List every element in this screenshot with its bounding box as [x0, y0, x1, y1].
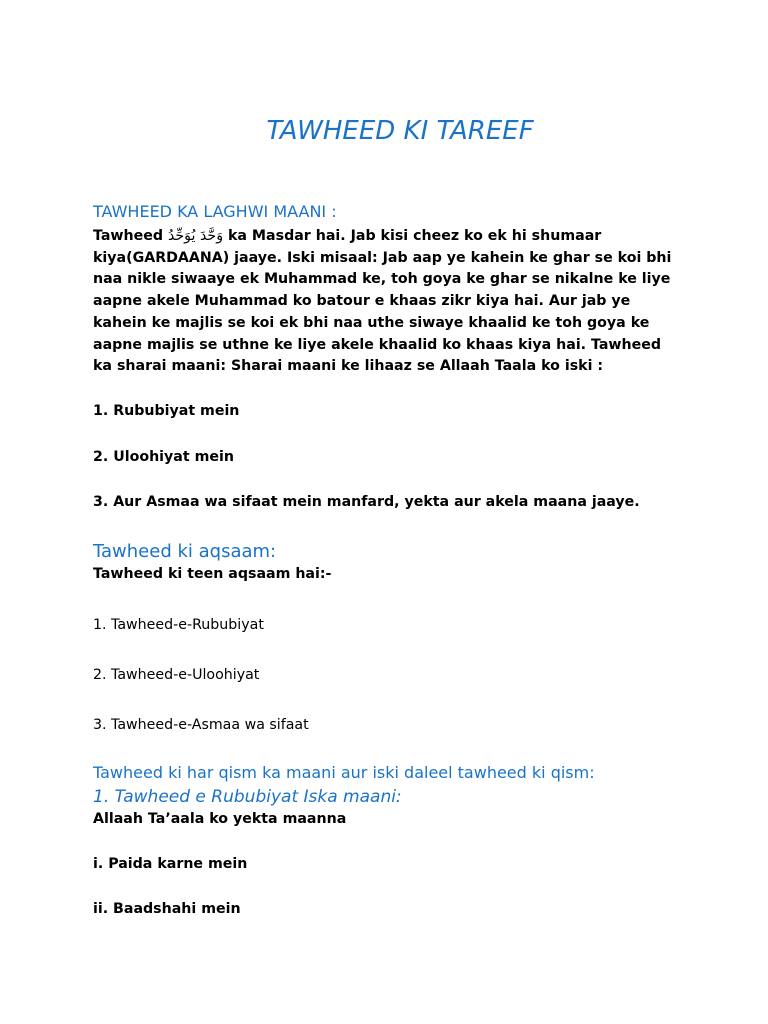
list-item: 3. Tawheed-e-Asmaa wa sifaat — [93, 717, 309, 733]
section-heading-aqsaam: Tawheed ki aqsaam: — [93, 541, 277, 562]
list-item: 1. Tawheed-e-Rububiyat — [93, 617, 264, 633]
subheading-rububiyat: 1. Tawheed e Rububiyat Iska maani: — [93, 787, 402, 807]
aqsaam-intro: Tawheed ki teen aqsaam hai:- — [93, 566, 332, 582]
list-item: 2. Uloohiyat mein — [93, 449, 234, 465]
page-title: TAWHEED KI TAREEF — [266, 116, 534, 146]
list-item: 2. Tawheed-e-Uloohiyat — [93, 667, 260, 683]
list-item: 3. Aur Asmaa wa sifaat mein manfard, yekta aur akela maana jaaye. — [93, 494, 640, 510]
list-item: ii. Baadshahi mein — [93, 901, 241, 917]
paragraph-prefix: Tawheed — [93, 228, 168, 244]
list-item: 1. Rububiyat mein — [93, 403, 240, 419]
section-heading-har-qism: Tawheed ki har qism ka maani aur iski daleel tawheed ki qism: — [93, 763, 595, 782]
arabic-term: وَحَّدَ يُوَحِّدُ — [167, 228, 224, 244]
rububiyat-intro: Allaah Ta’aala ko yekta maanna — [93, 811, 347, 827]
list-item: i. Paida karne mein — [93, 856, 248, 872]
section-heading-laghwi-maani: TAWHEED KA LAGHWI MAANI : — [93, 202, 337, 221]
definition-paragraph — [93, 226, 673, 378]
paragraph-body: ka Masdar hai. Jab kisi cheez ko ek hi shumaar kiya(GARDAANA) jaaye. Iski misaal: Jab aap ye kahein ke ghar se koi bhi naa nikle siwaaye ek Muhammad ke, toh goya ke ghar se nikalne ke liye aapne akele Muhammad ko batour e khaas zikr kiya hai. Aur jab ye kahein ke majlis se koi ek bhi naa uthe siwaye khaalid ke toh goya ke aapne majlis se uthne ke liye akele khaalid ko khaas kiya hai. Tawheed ka sharai maani: Sharai maani ke lihaaz se Allaah Taala ko iski : — [93, 228, 672, 375]
